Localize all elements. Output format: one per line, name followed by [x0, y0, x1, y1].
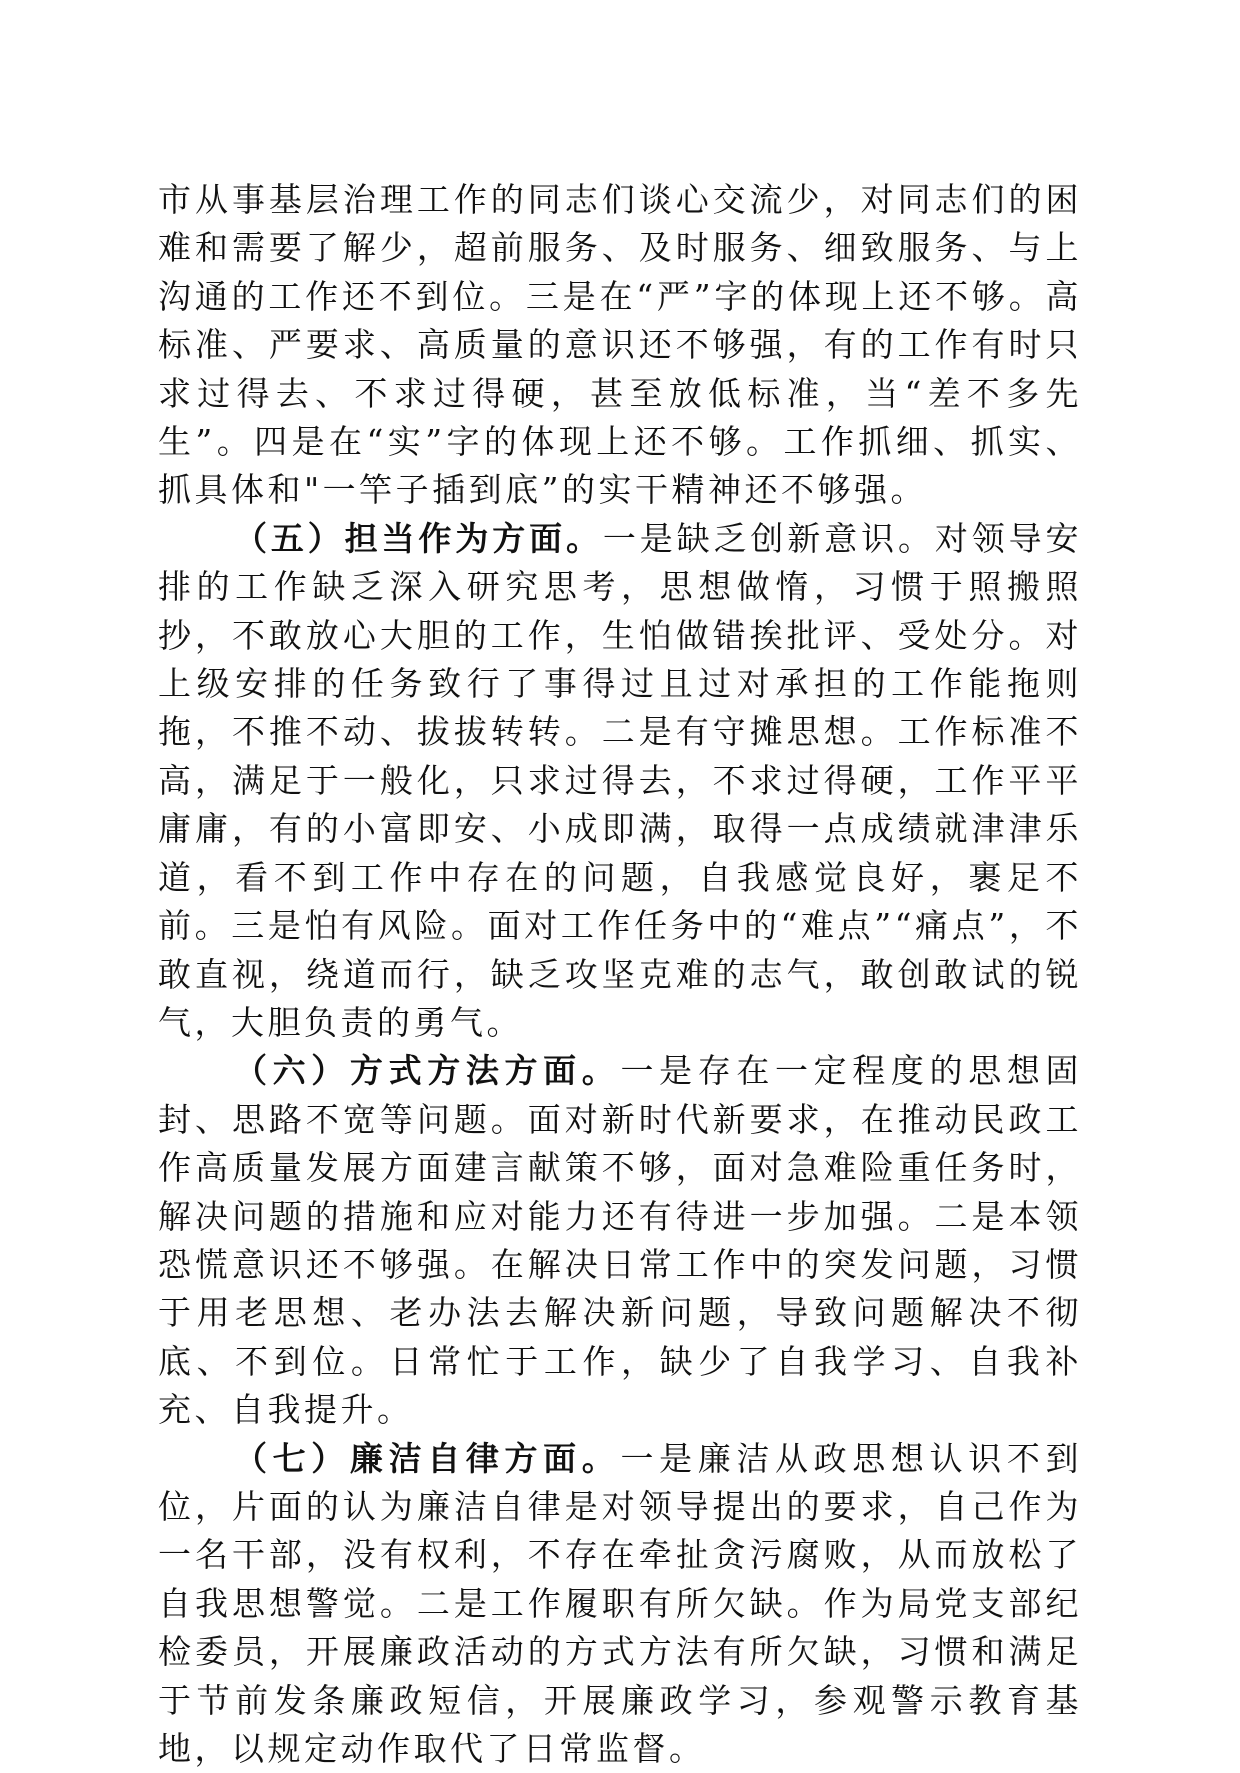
- section-heading: （七）廉洁自律方面。: [234, 1438, 621, 1478]
- paragraph-text: 一是缺乏创新意识。对领导安排的工作缺乏深入研究思考，思想做惰，习惯于照搬照抄，不敢放心大胆的工作，生怕做错挨批评、受处分。对上级安排的任务致行了事得过且过对承担的工作能拖则拖，不推不动、拔拔转转。二是有守摊思想。工作标准不高，满足于一般化，只求过得去，不求过得硬，工作平平庸庸，有的小富即安、小成即满，取得一点成绩就津津乐道，看不到工作中存在的问题，自我感觉良好，裹足不前。三是怕有风险。面对工作任务中的“难点”“痛点”，不敢直视，绕道而行，缺乏攻坚克难的志气，敢创敢试的锐气，大胆负责的勇气。: [158, 518, 1083, 1042]
- section-heading: （六）方式方法方面。: [234, 1051, 621, 1091]
- section-heading: （五）担当作为方面。: [234, 518, 603, 558]
- paragraph-integrity: [158, 1435, 1082, 1773]
- paragraph-continuation: [158, 176, 1082, 515]
- paragraph-responsibility: [158, 515, 1082, 1047]
- paragraph-text: 一是廉洁从政思想认识不到位，片面的认为廉洁自律是对领导提出的要求，自己作为一名干部，没有权利，不存在牵扯贪污腐败，从而放松了自我思想警觉。二是工作履职有所欠缺。作为局党支部纪检委员，开展廉政活动的方式方法有所欠缺，习惯和满足于节前发条廉政短信，开展廉政学习，参观警示教育基地，以规定动作取代了日常监督。: [158, 1438, 1083, 1768]
- document-page: [158, 176, 1082, 1773]
- paragraph-text: 市从事基层治理工作的同志们谈心交流少，对同志们的困难和需要了解少，超前服务、及时服务、细致服务、与上沟通的工作还不到位。三是在“严”字的体现上还不够。高标准、严要求、高质量的意识还不够强，有的工作有时只求过得去、不求过得硬，甚至放低标准，当“差不多先生”。四是在“实”字的体现上还不够。工作抓细、抓实、抓具体和"一竿子插到底”的实干精神还不够强。: [158, 180, 1082, 510]
- paragraph-methods: [158, 1047, 1082, 1434]
- paragraph-text: 一是存在一定程度的思想固封、思路不宽等问题。面对新时代新要求，在推动民政工作高质量发展方面建言献策不够，面对急难险重任务时，解决问题的措施和应对能力还有待进一步加强。二是本领恐慌意识还不够强。在解决日常工作中的突发问题，习惯于用老思想、老办法去解决新问题，导致问题解决不彻底、不到位。日常忙于工作，缺少了自我学习、自我补充、自我提升。: [158, 1051, 1083, 1430]
